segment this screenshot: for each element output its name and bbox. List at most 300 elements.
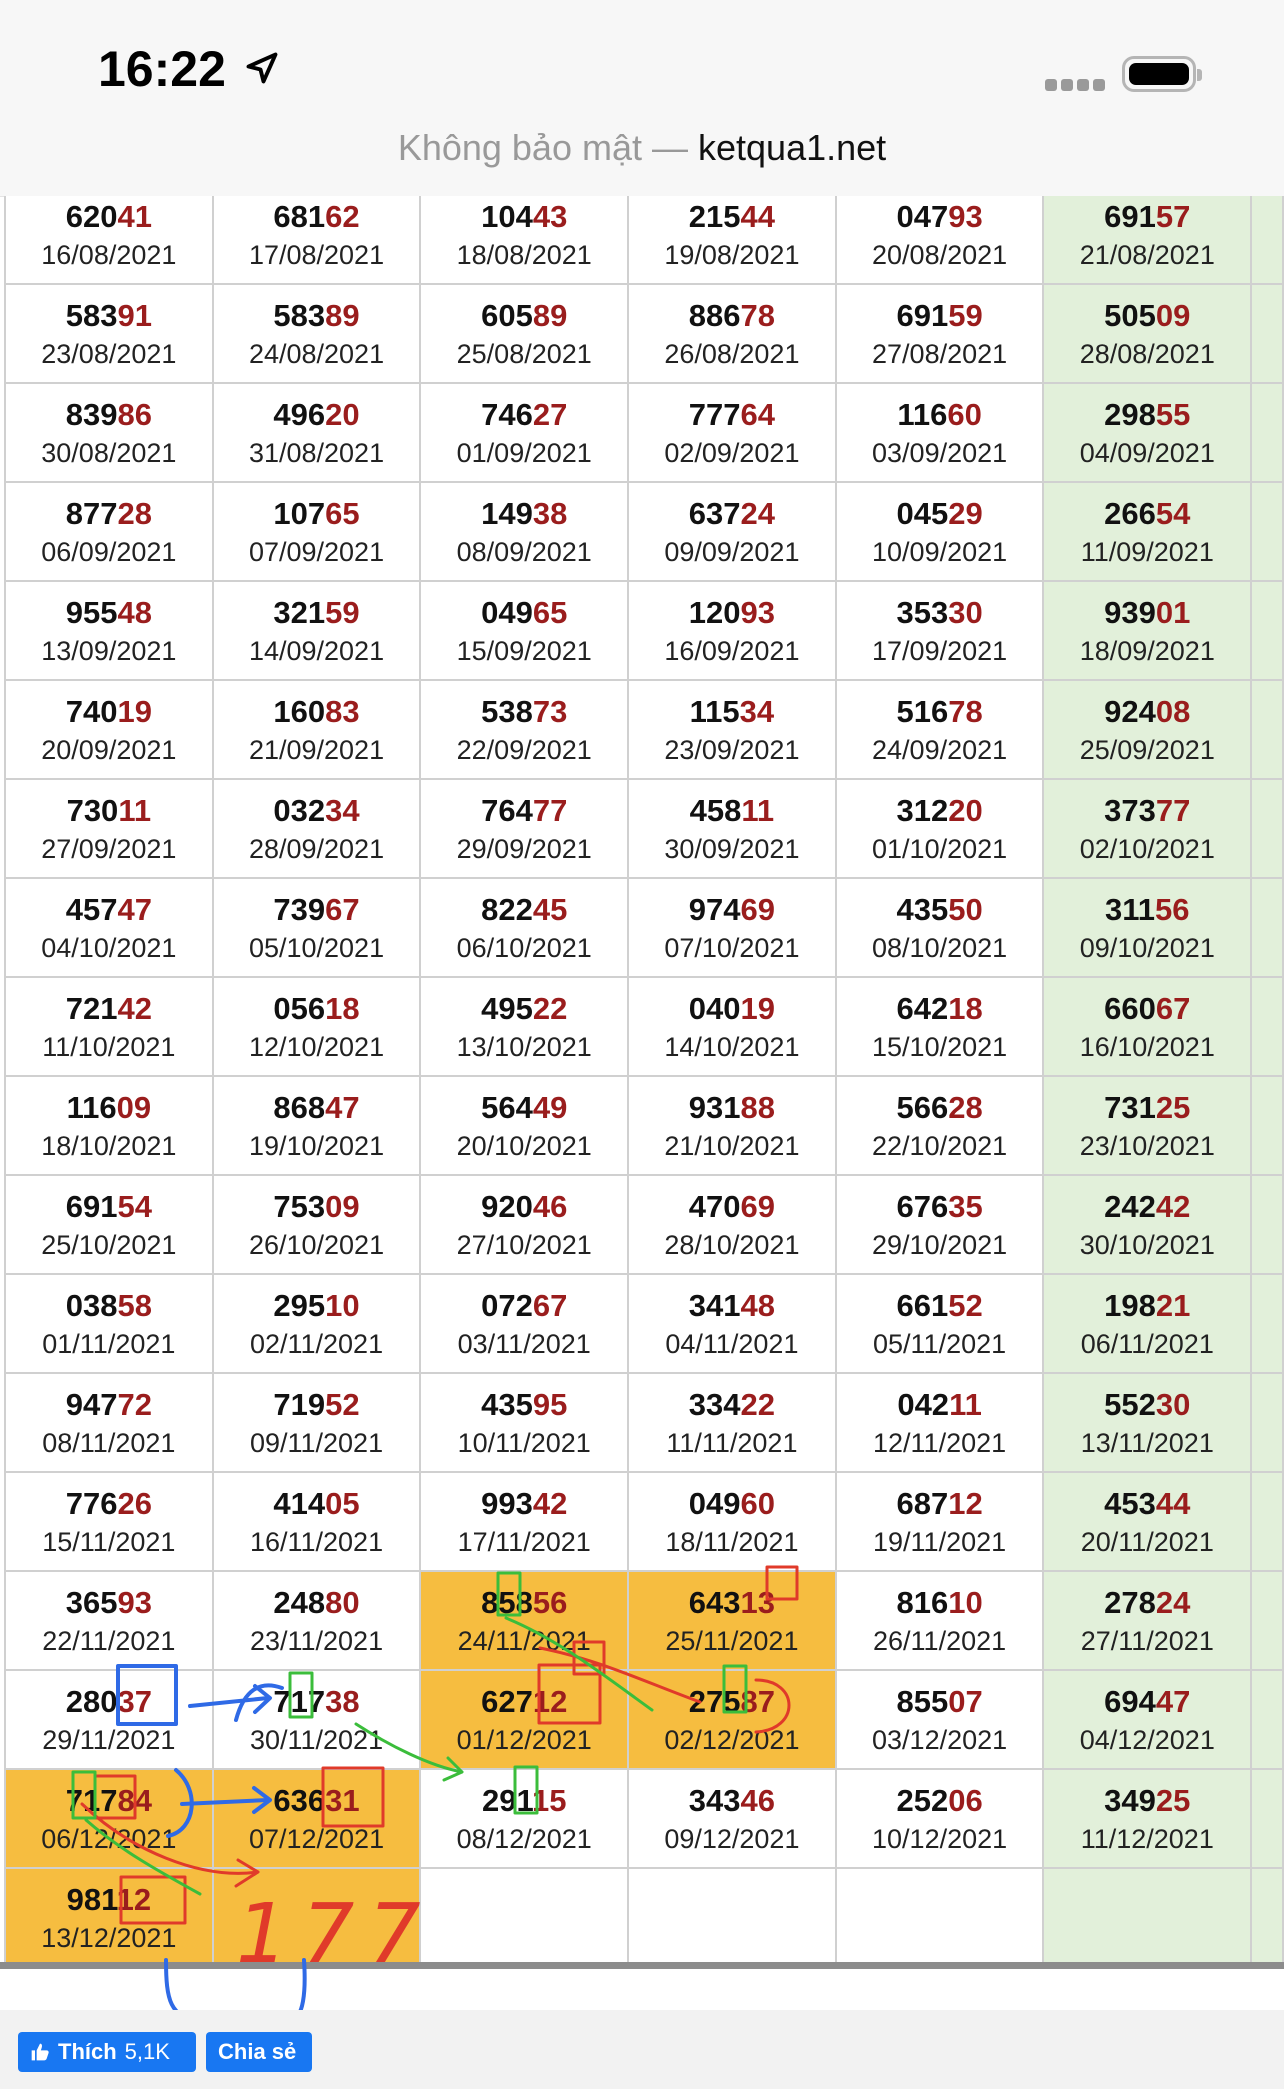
result-number-head: 038 [65,1287,118,1323]
result-number-head: 280 [65,1683,118,1719]
results-row [5,383,1283,482]
result-cell [5,581,213,680]
result-number-tail: 54 [1155,495,1191,531]
result-number-tail: 05 [325,1485,360,1521]
result-date: 20/10/2021 [456,1130,592,1161]
result-number-tail: 47 [1155,1683,1191,1719]
result-number [629,1682,835,1722]
result-cell [628,1175,836,1274]
result-number-tail: 21 [1155,1287,1191,1323]
result-date: 16/09/2021 [664,635,800,666]
result-number-head: 920 [481,1188,533,1224]
result-number-tail: 48 [740,1287,776,1323]
result-number-tail: 56 [532,1584,568,1620]
result-number-tail: 06 [948,1782,983,1818]
next-column-edge [1251,1472,1283,1571]
result-cell [628,977,836,1076]
result-number-tail: 78 [740,297,776,333]
next-column-edge [1251,196,1283,284]
result-number [837,989,1043,1029]
result-cell [836,196,1044,284]
result-number-head: 731 [1104,1089,1156,1125]
result-number-tail: 10 [325,1287,360,1323]
result-date: 26/08/2021 [664,338,800,369]
result-number [421,1286,627,1326]
result-date: 09/10/2021 [1079,932,1215,963]
site-domain: ketqua1.net [698,127,887,168]
result-cell [836,1769,1044,1868]
result-date: 10/11/2021 [457,1427,591,1458]
next-column-edge [1251,1769,1283,1868]
result-cell [5,1274,213,1373]
result-number-head: 373 [1104,792,1156,828]
result-number-tail: 12 [532,1683,568,1719]
result-cell [1043,1076,1251,1175]
result-number [421,1781,627,1821]
result-number-tail: 09 [1155,297,1191,333]
result-date: 15/09/2021 [456,635,592,666]
result-number-tail: 59 [948,297,983,333]
result-number [214,395,420,435]
result-date: 23/08/2021 [41,338,177,369]
facebook-like-button[interactable] [18,2032,196,2072]
result-number-head: 495 [481,990,533,1026]
result-number-tail: 25 [1155,1089,1191,1125]
result-number-head: 341 [688,1287,741,1323]
result-date: 10/09/2021 [872,536,1008,567]
result-date: 21/08/2021 [1079,239,1215,270]
result-number [837,197,1043,237]
result-cell [1043,1769,1251,1868]
result-number-tail: 20 [948,792,983,828]
result-cell [836,482,1044,581]
result-number-tail: 67 [532,1287,568,1323]
result-number-head: 776 [65,1485,118,1521]
result-number [837,1682,1043,1722]
results-row [5,1274,1283,1373]
next-column-edge [1251,878,1283,977]
result-date: 08/09/2021 [456,536,592,567]
result-number [6,197,212,237]
result-number-tail: 60 [947,396,982,432]
result-number-head: 242 [1104,1188,1156,1224]
result-date: 04/12/2021 [1079,1724,1215,1755]
result-cell [420,1175,628,1274]
result-number-head: 583 [273,297,326,333]
results-row [5,581,1283,680]
result-number-head: 566 [896,1089,949,1125]
result-date: 23/09/2021 [664,734,800,765]
result-number [421,593,627,633]
result-date: 14/10/2021 [664,1031,800,1062]
result-number-tail: 84 [117,1782,152,1818]
result-cell [628,1472,836,1571]
result-number-head: 717 [273,1683,326,1719]
result-cell [213,1373,421,1472]
next-column-edge [1251,680,1283,779]
result-number-tail: 67 [325,891,360,927]
result-cell [1043,1571,1251,1670]
result-number-head: 681 [273,198,326,234]
results-row [5,1571,1283,1670]
result-number-tail: 93 [117,1584,152,1620]
result-number-head: 721 [65,990,118,1026]
result-number [837,1583,1043,1623]
result-cell [420,680,628,779]
result-cell [628,1373,836,1472]
result-cell [628,1670,836,1769]
result-number-tail: 22 [740,1386,776,1422]
result-number-head: 107 [273,495,326,531]
result-date: 28/09/2021 [248,833,385,864]
result-number [6,1781,212,1821]
result-number [214,1583,420,1623]
result-date: 25/11/2021 [665,1625,799,1656]
result-number-head: 691 [896,297,949,333]
next-column-edge [1251,1175,1283,1274]
result-date: 24/11/2021 [457,1625,591,1656]
result-cell [5,977,213,1076]
result-number [6,1880,212,1920]
result-number [629,1088,835,1128]
result-number-tail: 72 [117,1386,152,1422]
result-date: 22/10/2021 [872,1130,1008,1161]
result-date: 01/09/2021 [456,437,592,468]
next-column-edge [1251,284,1283,383]
result-date: 13/09/2021 [41,635,177,666]
result-number [1044,494,1250,534]
result-date: 23/10/2021 [1079,1130,1215,1161]
result-number [214,593,420,633]
result-number [629,494,835,534]
result-date: 29/11/2021 [42,1724,176,1755]
result-number [629,395,835,435]
result-cell [420,1472,628,1571]
result-number-tail: 07 [948,1683,983,1719]
result-number-head: 719 [273,1386,326,1422]
result-date: 08/10/2021 [872,932,1008,963]
result-number [214,1187,420,1227]
result-cell [213,196,421,284]
result-number [629,593,835,633]
result-number-head: 505 [1104,297,1156,333]
result-number-tail: 09 [116,1089,152,1125]
result-date: 22/11/2021 [42,1625,176,1656]
result-number [629,197,835,237]
result-number-head: 104 [481,198,533,234]
result-number [837,1286,1043,1326]
result-date: 15/10/2021 [872,1031,1008,1062]
result-number-tail: 95 [532,1386,568,1422]
result-number-head: 049 [688,1485,741,1521]
result-date: 02/12/2021 [664,1724,800,1755]
result-number-tail: 48 [117,594,152,630]
result-number-head: 056 [273,990,326,1026]
results-row [5,1373,1283,1472]
result-number-tail: 91 [117,297,152,333]
result-number [421,1088,627,1128]
result-number-tail: 69 [740,1188,776,1224]
result-number [6,989,212,1029]
result-number-tail: 28 [117,495,152,531]
result-number-head: 160 [273,693,326,729]
result-number [214,1781,420,1821]
result-number [629,1583,835,1623]
result-number [837,692,1043,732]
result-number [1044,197,1250,237]
result-number-tail: 42 [1155,1188,1191,1224]
result-number [1044,1286,1250,1326]
result-cell [5,1076,213,1175]
result-number [1044,791,1250,831]
result-number-tail: 42 [117,990,152,1026]
result-cell [5,1175,213,1274]
address-bar[interactable] [0,120,1284,197]
result-number [421,692,627,732]
table-bottom-border [0,1962,1284,1969]
result-number-tail: 11 [741,792,775,828]
result-number [837,494,1043,534]
result-number [214,494,420,534]
result-date: 31/08/2021 [248,437,385,468]
result-number-tail: 13 [740,1584,776,1620]
result-number-head: 974 [688,891,741,927]
result-number-head: 636 [273,1782,326,1818]
result-cell [628,383,836,482]
result-number [629,890,835,930]
result-cell [5,196,213,284]
result-number-tail: 93 [948,198,983,234]
result-number [421,296,627,336]
result-number-tail: 73 [532,693,568,729]
result-cell [420,284,628,383]
result-number-tail: 11 [949,1386,982,1422]
result-number-head: 839 [65,396,118,432]
result-number [214,890,420,930]
result-number-head: 947 [65,1386,118,1422]
result-number-head: 457 [65,891,118,927]
result-date: 27/10/2021 [456,1229,592,1260]
result-number-head: 605 [481,297,533,333]
result-number-head: 365 [65,1584,118,1620]
result-number-head: 516 [896,693,949,729]
result-number-tail: 26 [117,1485,152,1521]
result-date: 30/10/2021 [1079,1229,1215,1260]
result-number-head: 312 [896,792,949,828]
result-date: 05/11/2021 [873,1328,1007,1359]
result-number-head: 115 [689,693,740,729]
result-number [837,1781,1043,1821]
result-number [214,1286,420,1326]
result-number [629,1286,835,1326]
result-number-tail: 87 [740,1683,776,1719]
result-number-tail: 35 [948,1188,983,1224]
result-date: 25/08/2021 [456,338,592,369]
result-number [6,1385,212,1425]
result-number-tail: 38 [532,495,568,531]
result-cell [5,482,213,581]
results-row [5,977,1283,1076]
result-cell [420,383,628,482]
result-cell [836,1274,1044,1373]
result-number-head: 278 [1104,1584,1156,1620]
result-cell [213,1274,421,1373]
result-number-head: 116 [897,396,948,432]
result-date: 12/11/2021 [873,1427,1007,1458]
result-number-tail: 34 [739,693,775,729]
url-separator: — [642,127,699,168]
next-column-edge [1251,1274,1283,1373]
result-cell [5,1571,213,1670]
next-column-edge [1251,1373,1283,1472]
result-number-head: 931 [688,1089,741,1125]
result-number-tail: 62 [325,198,360,234]
result-number-tail: 24 [740,495,776,531]
result-number-head: 349 [1104,1782,1156,1818]
result-number [837,296,1043,336]
results-row [5,680,1283,779]
result-date: 02/10/2021 [1079,833,1215,864]
result-number-head: 291 [481,1782,532,1818]
result-number-tail: 49 [532,1089,568,1125]
result-cell [1043,680,1251,779]
result-cell [628,1076,836,1175]
result-cell [213,878,421,977]
result-cell [628,1274,836,1373]
result-number-head: 047 [896,198,949,234]
result-date: 16/08/2021 [41,239,177,270]
result-number [6,890,212,930]
result-cell [1043,581,1251,680]
result-number [6,494,212,534]
result-date: 10/12/2021 [872,1823,1008,1854]
result-date: 04/11/2021 [665,1328,799,1359]
result-number [6,1187,212,1227]
results-row [5,1175,1283,1274]
result-number-tail: 88 [740,1089,776,1125]
result-cell [213,1175,421,1274]
result-date: 30/11/2021 [249,1724,384,1755]
result-date: 16/10/2021 [1079,1031,1215,1062]
result-cell [836,1472,1044,1571]
result-date: 21/10/2021 [664,1130,800,1161]
result-cell [420,196,628,284]
result-date: 17/09/2021 [872,635,1008,666]
result-number-tail: 58 [117,1287,152,1323]
result-number [421,1583,627,1623]
result-number-tail: 89 [532,297,568,333]
result-number-head: 764 [481,792,533,828]
result-cell [836,1571,1044,1670]
result-number-head: 777 [688,396,741,432]
result-cell [213,1571,421,1670]
result-number-tail: 52 [948,1287,983,1323]
result-date: 04/10/2021 [41,932,177,963]
result-cell [628,878,836,977]
result-number-tail: 24 [1155,1584,1191,1620]
result-cell [1043,1175,1251,1274]
result-cell [5,1670,213,1769]
result-number-head: 822 [481,891,533,927]
result-number [6,1682,212,1722]
result-number-tail: 37 [117,1683,152,1719]
result-cell [420,1868,628,1966]
result-number-tail: 47 [117,891,152,927]
results-table-viewport[interactable] [0,196,1284,1966]
results-row [5,196,1283,284]
result-cell [1043,1472,1251,1571]
result-number [214,296,420,336]
result-number [6,1484,212,1524]
result-number [6,1286,212,1326]
result-number-head: 687 [896,1485,949,1521]
result-cell [1043,1373,1251,1472]
result-number-tail: 77 [532,792,568,828]
result-cell [5,383,213,482]
result-number [214,989,420,1029]
result-number-head: 334 [688,1386,741,1422]
result-number [421,1682,627,1722]
result-cell [5,878,213,977]
result-cell [420,1274,628,1373]
result-cell [420,1571,628,1670]
result-date: 19/08/2021 [664,239,800,270]
result-number-head: 939 [1104,594,1156,630]
result-date: 08/11/2021 [42,1427,176,1458]
result-number-head: 816 [896,1584,949,1620]
result-number [214,791,420,831]
result-number-tail: 45 [532,891,568,927]
result-number [629,1385,835,1425]
result-cell [420,779,628,878]
result-cell [420,878,628,977]
results-row [5,1769,1283,1868]
results-row [5,482,1283,581]
result-number-head: 627 [481,1683,533,1719]
result-number-head: 538 [481,693,533,729]
facebook-share-button[interactable]: Chia sẻ [206,2032,312,2072]
result-number-head: 886 [688,297,741,333]
result-number [629,1781,835,1821]
result-number-tail: 25 [1155,1782,1191,1818]
result-number [214,1385,420,1425]
result-number-tail: 42 [532,1485,568,1521]
result-cell [213,779,421,878]
result-cell [1043,878,1251,977]
result-date: 11/12/2021 [1080,1823,1214,1854]
result-number [1044,1682,1250,1722]
result-cell [420,1373,628,1472]
result-date: 06/10/2021 [456,932,592,963]
result-cell [836,1175,1044,1274]
result-number-head: 435 [481,1386,533,1422]
result-number-tail: 80 [325,1584,360,1620]
result-cell [836,1670,1044,1769]
result-date: 09/11/2021 [249,1427,384,1458]
result-number-tail: 44 [740,198,776,234]
result-number [837,1484,1043,1524]
result-cell [628,1868,836,1966]
result-number [421,791,627,831]
result-number [421,1484,627,1524]
result-number-tail: 31 [325,1782,360,1818]
result-number-head: 149 [481,495,533,531]
result-cell [213,977,421,1076]
result-number-head: 552 [1104,1386,1156,1422]
result-number-head: 858 [481,1584,533,1620]
result-number [1044,692,1250,732]
result-number-tail: 52 [325,1386,360,1422]
